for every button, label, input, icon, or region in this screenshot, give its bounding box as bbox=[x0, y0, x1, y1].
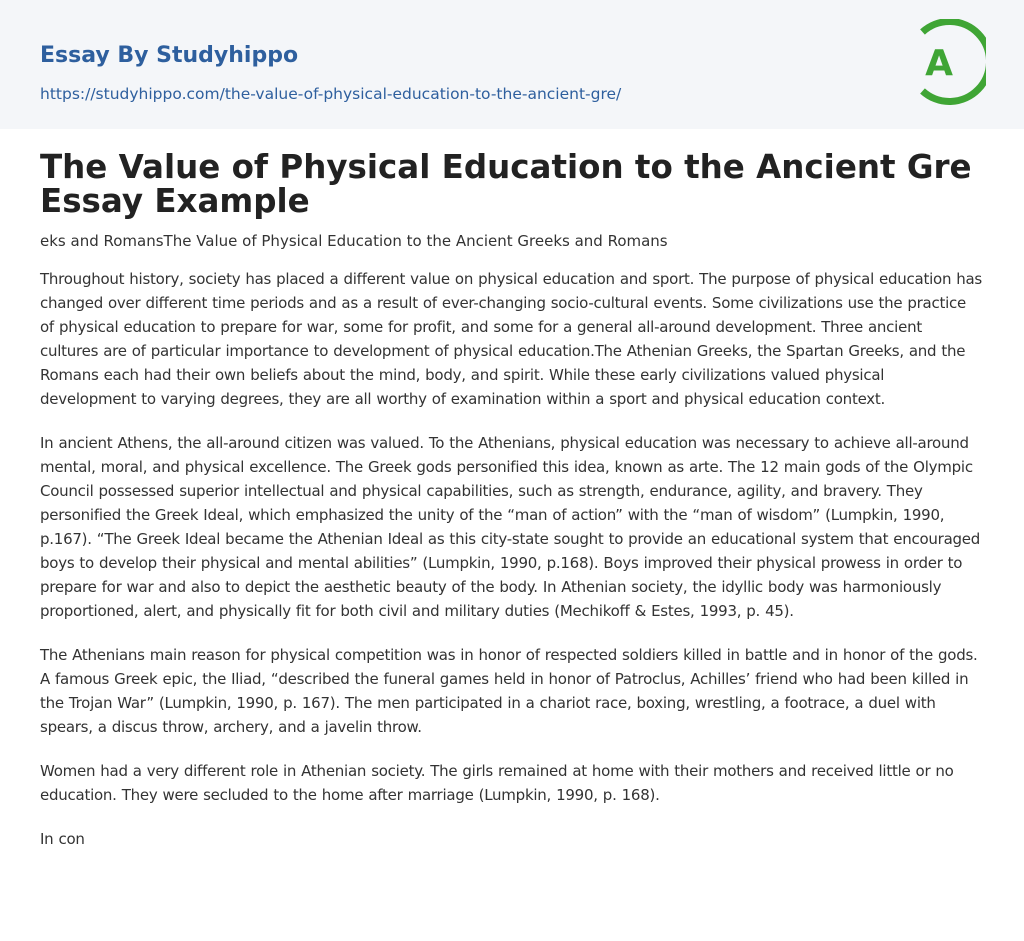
article-paragraph: Women had a very different role in Athenian society. The girls remained at home with their mothers and received little or no education. They were secluded to the home after marriage (Lumpkin, 1990, p. 168). bbox=[40, 762, 954, 804]
article-subtitle: eks and RomansThe Value of Physical Education to the Ancient Greeks and Romans bbox=[40, 232, 668, 250]
article-paragraph: In con bbox=[40, 830, 85, 848]
article-title: The Value of Physical Education to the Ancient Gre Essay Example bbox=[40, 148, 972, 220]
article-paragraph: The Athenians main reason for physical competition was in honor of respected soldiers killed in battle and in honor of the gods. A famous Greek epic, the Iliad, “described the funeral games held in honor of Patroclus, Achilles’ friend who had been killed in the Trojan War” (Lumpkin, 1990, p. 167). The men participated in a chariot race, boxing, wrestling, a footrace, a duel with spears, a discus throw, archery, and a javelin throw. bbox=[40, 646, 978, 736]
article bbox=[40, 150, 984, 851]
article-url-link[interactable]: https://studyhippo.com/the-value-of-physical-education-to-the-ancient-gre/ bbox=[40, 85, 622, 103]
studyhippo-logo-icon[interactable] bbox=[912, 19, 986, 105]
site-header bbox=[0, 0, 1024, 129]
article-paragraph: Throughout history, society has placed a different value on physical education and sport. The purpose of physical education has changed over different time periods and as a result of ever-changing socio-cultural events. Some civilizations use the practice of physical education to prepare for war, some for profit, and some for a general all-around development. Three ancient cultures are of particular importance to development of physical education.The Athenian Greeks, the Spartan Greeks, and the Romans each had their own beliefs about the mind, body, and spirit. While these early civilizations valued physical development to varying degrees, they are all worthy of examination within a sport and physical education context. bbox=[40, 270, 982, 408]
article-paragraph: In ancient Athens, the all-around citizen was valued. To the Athenians, physical education was necessary to achieve all-around mental, moral, and physical excellence. The Greek gods personified this idea, known as arte. The 12 main gods of the Olympic Council possessed superior intellectual and physical capabilities, such as strength, endurance, agility, and bravery. They personified the Greek Ideal, which emphasized the unity of the “man of action” with the “man of wisdom” (Lumpkin, 1990, p.167). “The Greek Ideal became the Athenian Ideal as this city-state sought to provide an educational system that encouraged boys to develop their physical and mental abilities” (Lumpkin, 1990, p.168). Boys improved their physical prowess in order to prepare for war and also to depict the aesthetic beauty of the body. In Athenian society, the idyllic body was harmoniously proportioned, alert, and physically fit for both civil and military duties (Mechikoff & Estes, 1993, p. 45). bbox=[40, 434, 981, 620]
brand-title[interactable]: Essay By Studyhippo bbox=[40, 43, 299, 68]
logo-letter: A bbox=[925, 43, 953, 84]
